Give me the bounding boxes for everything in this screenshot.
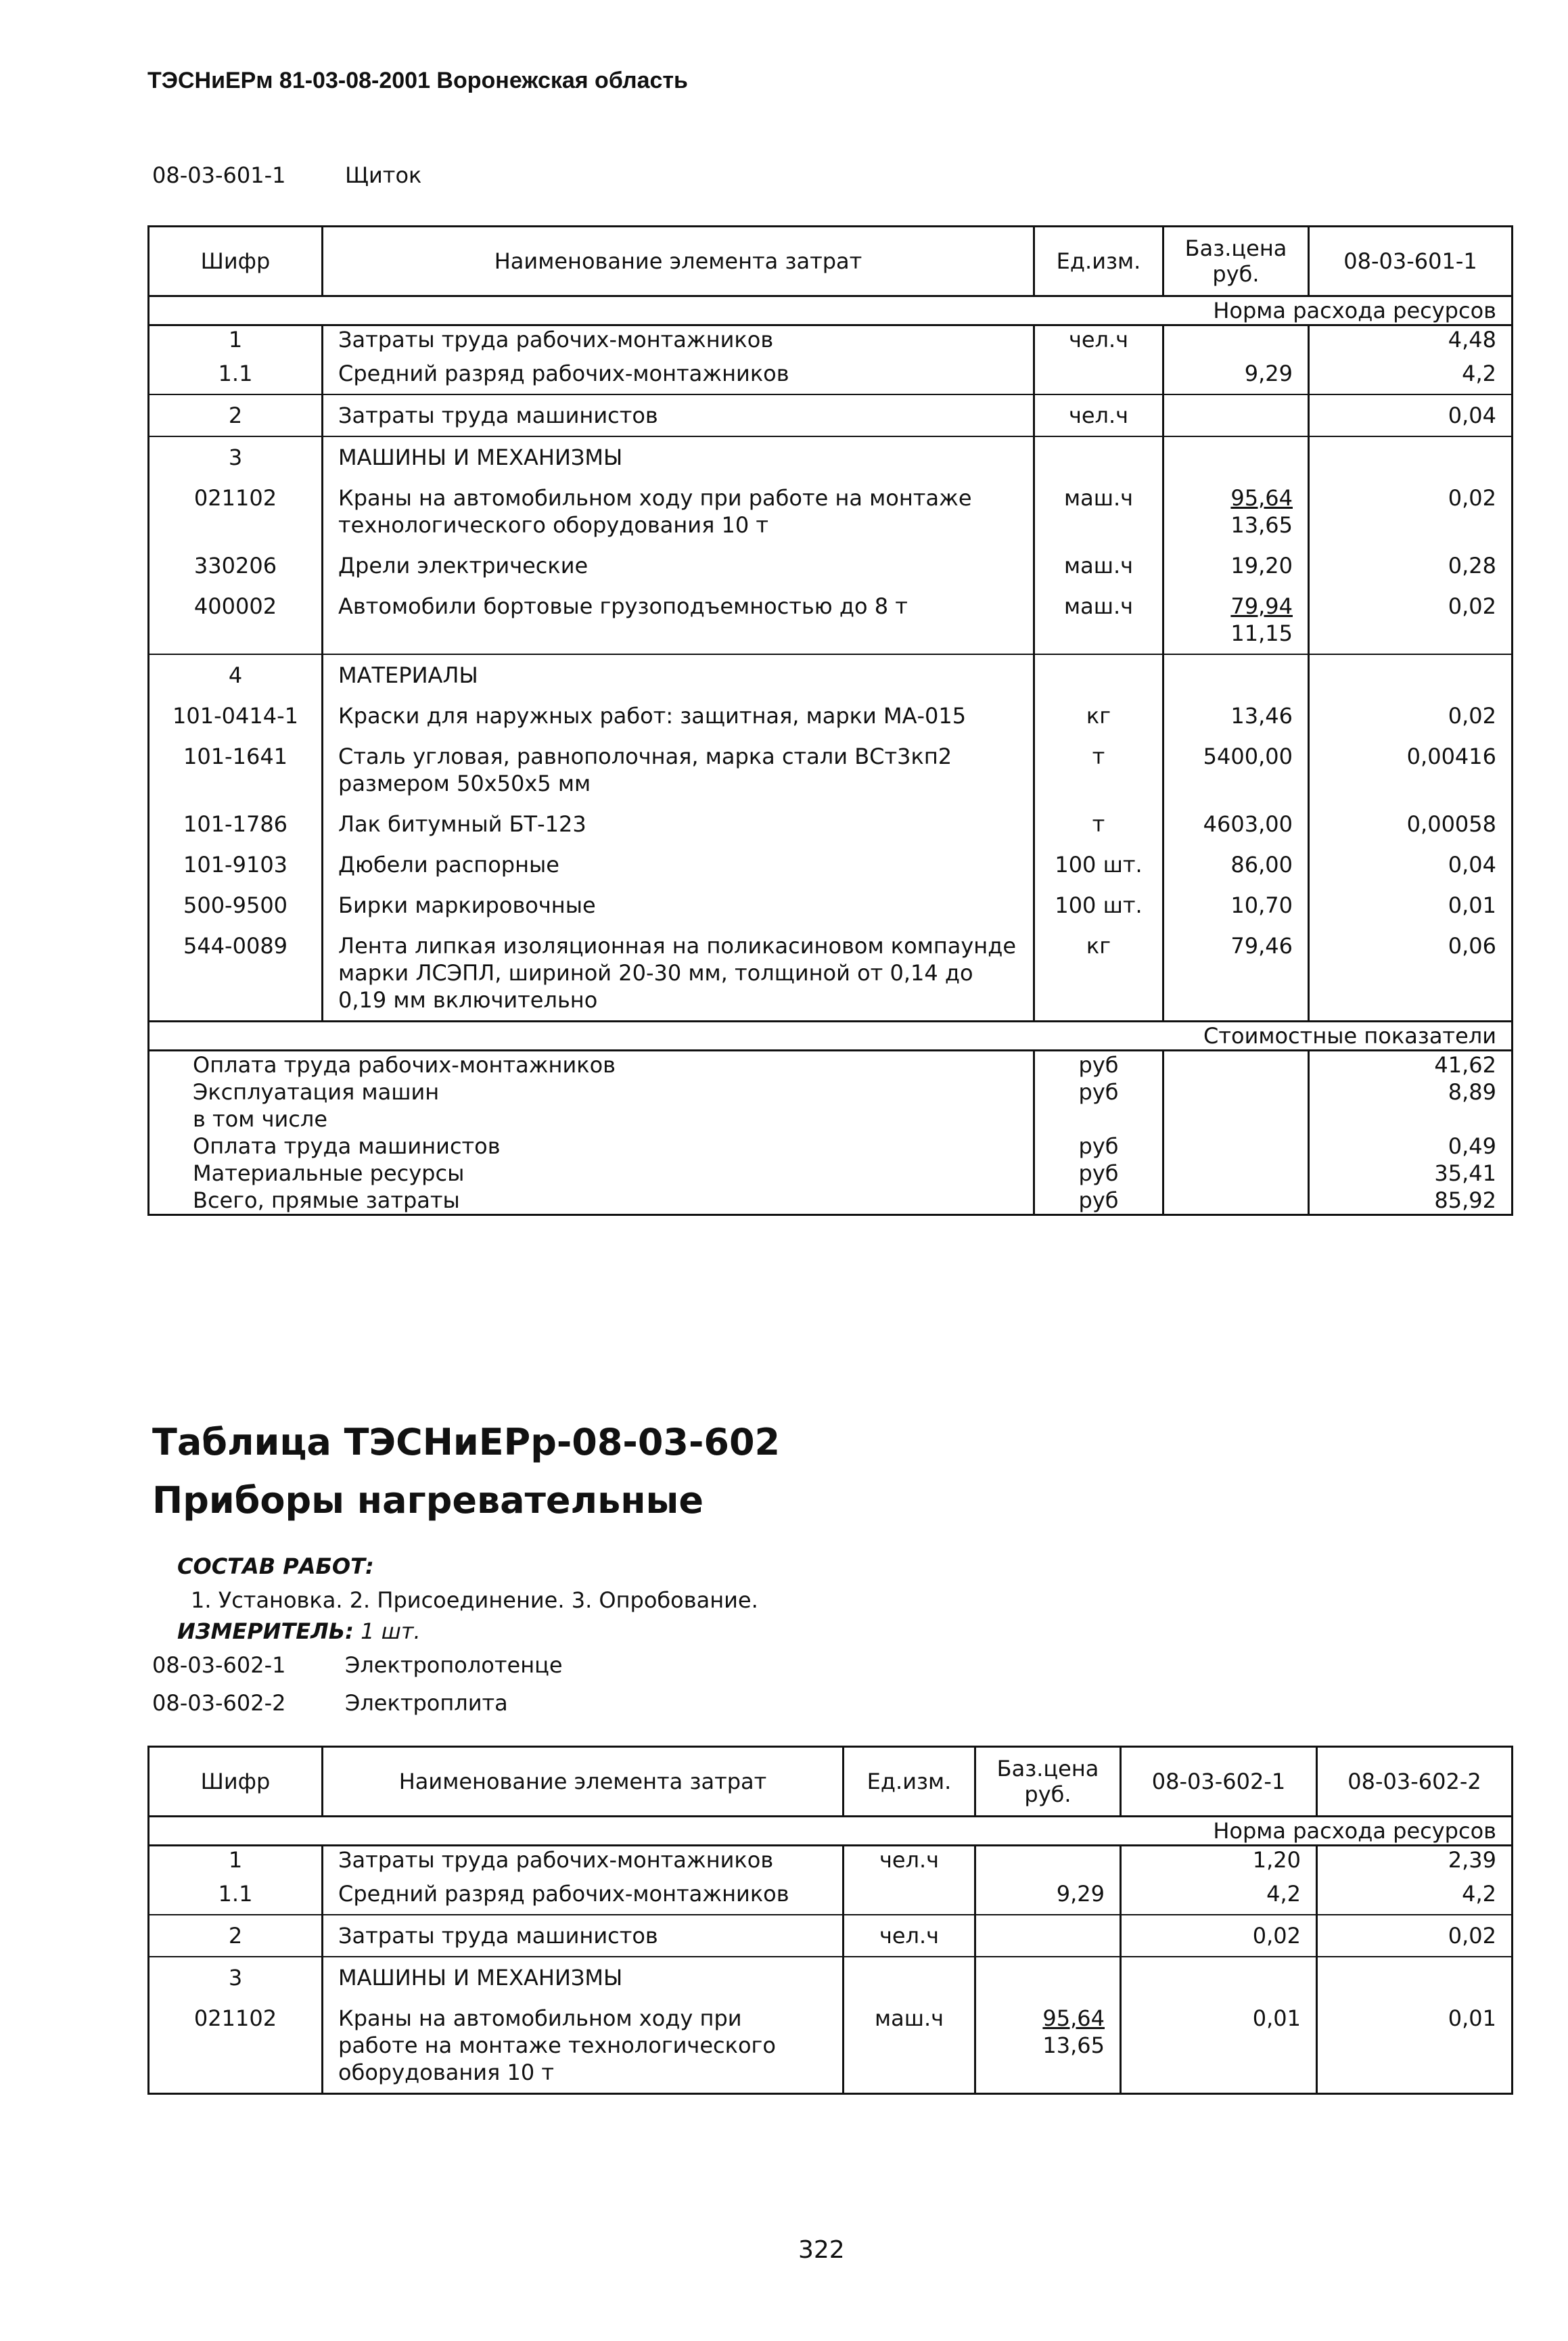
row-price <box>1163 654 1309 696</box>
table-title: Таблица ТЭСНиЕРр-08-03-602 <box>152 1421 781 1463</box>
table-row <box>149 353 1513 394</box>
row-price: 9,29 <box>1163 353 1309 394</box>
row-name: Средний разряд рабочих-монтажников <box>323 353 1034 394</box>
row-price <box>975 1915 1121 1957</box>
row-unit: маш.ч <box>1034 478 1163 545</box>
row-price-main: 79,94 <box>1230 593 1293 619</box>
table-row <box>149 736 1513 804</box>
row-name: МАТЕРИАЛЫ <box>323 654 1034 696</box>
row-value <box>1309 436 1513 478</box>
row-price <box>1163 586 1309 654</box>
row-name: Затраты труда рабочих-монтажников <box>323 325 1034 354</box>
table-row <box>149 1957 1513 1998</box>
row-price <box>1163 394 1309 436</box>
cost-row <box>149 1187 1513 1215</box>
col-header-price-line1: Баз.цена <box>996 1756 1099 1781</box>
row-value: 0,02 <box>1309 696 1513 736</box>
row-value-1: 0,01 <box>1121 1998 1317 2094</box>
row-code: 3 <box>149 436 323 478</box>
norm-label-row <box>149 1817 1513 1846</box>
measure-line <box>177 1618 421 1644</box>
measure-label: ИЗМЕРИТЕЛЬ: <box>177 1618 354 1644</box>
row-price: 79,46 <box>1163 926 1309 1022</box>
row-price <box>1163 436 1309 478</box>
row-value: 4,2 <box>1309 353 1513 394</box>
cost-row-empty <box>1163 1051 1309 1079</box>
cost-row-empty <box>1163 1160 1309 1187</box>
row-value-1: 4,2 <box>1121 1873 1317 1915</box>
row-value-2: 0,01 <box>1317 1998 1513 2094</box>
row-code: 500-9500 <box>149 885 323 926</box>
col-header-price-line1: Баз.цена <box>1184 235 1287 261</box>
cost-label: Стоимостные показатели <box>149 1022 1513 1051</box>
row-unit: чел.ч <box>844 1915 975 1957</box>
row-value-2: 2,39 <box>1317 1846 1513 1874</box>
row-price: 86,00 <box>1163 844 1309 885</box>
row-name: Лента липкая изоляционная на поликасиновом компаунде марки ЛСЭПЛ, шириной 20-30 мм, толщиной от 0,14 до 0,19 мм включительно <box>323 926 1034 1022</box>
row-code: 101-1641 <box>149 736 323 804</box>
cost-label-row <box>149 1022 1513 1051</box>
work-steps: 1. Установка. 2. Присоединение. 3. Опробование. <box>191 1587 758 1613</box>
table-subtitle: Приборы нагревательные <box>152 1479 704 1522</box>
item-line <box>152 1652 563 1678</box>
table-row <box>149 844 1513 885</box>
cost-row-unit: руб <box>1034 1160 1163 1187</box>
row-unit: 100 шт. <box>1034 885 1163 926</box>
row-unit: маш.ч <box>844 1998 975 2094</box>
cost-row-value: 8,89 <box>1309 1078 1513 1106</box>
table-row <box>149 804 1513 844</box>
table-row <box>149 696 1513 736</box>
table-row <box>149 1873 1513 1915</box>
table1-caption-name: Щиток <box>345 162 422 188</box>
row-value-1: 1,20 <box>1121 1846 1317 1874</box>
table-row <box>149 1998 1513 2094</box>
row-price: 13,46 <box>1163 696 1309 736</box>
row-code: 021102 <box>149 478 323 545</box>
row-code: 101-9103 <box>149 844 323 885</box>
row-price: 19,20 <box>1163 545 1309 586</box>
item-code: 08-03-602-2 <box>152 1690 286 1716</box>
col-header-norm1: 08-03-601-1 <box>1309 227 1513 296</box>
row-price-sub: 13,65 <box>1230 512 1293 538</box>
row-value-2: 0,02 <box>1317 1915 1513 1957</box>
col-header-code: Шифр <box>149 1747 323 1817</box>
cost-row <box>149 1051 1513 1079</box>
row-unit: чел.ч <box>844 1846 975 1874</box>
row-unit: чел.ч <box>1034 394 1163 436</box>
row-unit <box>1034 353 1163 394</box>
col-header-price-line2: руб. <box>1024 1781 1071 1807</box>
norm-label: Норма расхода ресурсов <box>149 1817 1513 1846</box>
row-unit: кг <box>1034 926 1163 1022</box>
row-name: Дюбели распорные <box>323 844 1034 885</box>
row-name: Краски для наружных работ: защитная, марки МА-015 <box>323 696 1034 736</box>
row-unit: маш.ч <box>1034 586 1163 654</box>
row-name: Затраты труда машинистов <box>323 394 1034 436</box>
row-unit: т <box>1034 736 1163 804</box>
row-unit: маш.ч <box>1034 545 1163 586</box>
table-row <box>149 478 1513 545</box>
row-name: Затраты труда рабочих-монтажников <box>323 1846 844 1874</box>
col-header-name: Наименование элемента затрат <box>323 1747 844 1817</box>
table-row <box>149 1846 1513 1874</box>
page-number: 322 <box>798 2236 845 2264</box>
cost-row-empty <box>1163 1133 1309 1160</box>
row-price-main: 95,64 <box>1042 2005 1105 2031</box>
row-price-sub: 11,15 <box>1230 620 1293 646</box>
cost-row-label: Материальные ресурсы <box>149 1160 1034 1187</box>
cost-row-label: Оплата труда рабочих-монтажников <box>149 1051 1034 1079</box>
row-price-sub: 13,65 <box>1042 2032 1105 2058</box>
row-name: Бирки маркировочные <box>323 885 1034 926</box>
row-code: 3 <box>149 1957 323 1998</box>
table2 <box>147 1746 1513 2095</box>
cost-row <box>149 1160 1513 1187</box>
row-value-2 <box>1317 1957 1513 1998</box>
row-price <box>975 1846 1121 1874</box>
col-header-price-line2: руб. <box>1212 261 1260 287</box>
row-code: 1.1 <box>149 353 323 394</box>
cost-row-unit: руб <box>1034 1187 1163 1215</box>
col-header-code: Шифр <box>149 227 323 296</box>
row-value-1 <box>1121 1957 1317 1998</box>
cost-row-value: 85,92 <box>1309 1187 1513 1215</box>
row-value: 0,28 <box>1309 545 1513 586</box>
cost-row-label: Оплата труда машинистов <box>149 1133 1034 1160</box>
row-price-main: 95,64 <box>1230 485 1293 511</box>
row-value: 0,02 <box>1309 586 1513 654</box>
row-value: 0,04 <box>1309 844 1513 885</box>
row-price <box>975 1957 1121 1998</box>
row-value: 4,48 <box>1309 325 1513 354</box>
item-name: Электрополотенце <box>345 1652 563 1678</box>
row-name: МАШИНЫ И МЕХАНИЗМЫ <box>323 436 1034 478</box>
col-header-name: Наименование элемента затрат <box>323 227 1034 296</box>
row-code: 101-1786 <box>149 804 323 844</box>
row-name: МАШИНЫ И МЕХАНИЗМЫ <box>323 1957 844 1998</box>
row-unit <box>844 1957 975 1998</box>
cost-row-empty <box>1163 1187 1309 1215</box>
row-unit <box>1034 654 1163 696</box>
item-name: Электроплита <box>345 1690 508 1716</box>
row-name: Автомобили бортовые грузоподъемностью до 8 т <box>323 586 1034 654</box>
table1-header-row <box>149 227 1513 296</box>
norm-label-row <box>149 296 1513 325</box>
cost-row-unit <box>1034 1106 1163 1133</box>
row-price: 9,29 <box>975 1873 1121 1915</box>
row-code: 1 <box>149 1846 323 1874</box>
cost-row-value: 0,49 <box>1309 1133 1513 1160</box>
row-value: 0,00058 <box>1309 804 1513 844</box>
cost-row-value: 41,62 <box>1309 1051 1513 1079</box>
row-value-1: 0,02 <box>1121 1915 1317 1957</box>
row-code: 330206 <box>149 545 323 586</box>
norm-label: Норма расхода ресурсов <box>149 296 1513 325</box>
row-code: 2 <box>149 1915 323 1957</box>
table-row <box>149 545 1513 586</box>
row-name: Краны на автомобильном ходу при работе на монтаже технологического оборудования 10 т <box>323 478 1034 545</box>
cost-row-label: Эксплуатация машин <box>149 1078 1034 1106</box>
table1 <box>147 225 1513 1216</box>
row-name: Дрели электрические <box>323 545 1034 586</box>
row-value: 0,01 <box>1309 885 1513 926</box>
row-value: 0,04 <box>1309 394 1513 436</box>
col-header-norm2: 08-03-602-2 <box>1317 1747 1513 1817</box>
row-name: Лак битумный БТ-123 <box>323 804 1034 844</box>
table-row <box>149 394 1513 436</box>
row-code: 101-0414-1 <box>149 696 323 736</box>
row-code: 2 <box>149 394 323 436</box>
col-header-price <box>1163 227 1309 296</box>
row-price: 4603,00 <box>1163 804 1309 844</box>
row-price: 10,70 <box>1163 885 1309 926</box>
table-row <box>149 885 1513 926</box>
cost-row <box>149 1078 1513 1106</box>
row-name: Средний разряд рабочих-монтажников <box>323 1873 844 1915</box>
table1-caption <box>152 162 421 188</box>
cost-row-empty <box>1163 1106 1309 1133</box>
row-price <box>1163 325 1309 354</box>
col-header-norm1: 08-03-602-1 <box>1121 1747 1317 1817</box>
table2-header-row <box>149 1747 1513 1817</box>
col-header-price <box>975 1747 1121 1817</box>
row-name: Затраты труда машинистов <box>323 1915 844 1957</box>
table-row <box>149 586 1513 654</box>
cost-row-unit: руб <box>1034 1078 1163 1106</box>
cost-row-unit: руб <box>1034 1133 1163 1160</box>
col-header-unit: Ед.изм. <box>1034 227 1163 296</box>
cost-row <box>149 1133 1513 1160</box>
measure-value: 1 шт. <box>361 1618 421 1644</box>
sostav-label: СОСТАВ РАБОТ: <box>177 1553 374 1579</box>
row-unit <box>1034 436 1163 478</box>
row-value: 0,00416 <box>1309 736 1513 804</box>
row-code: 4 <box>149 654 323 696</box>
table-row <box>149 436 1513 478</box>
row-value: 0,06 <box>1309 926 1513 1022</box>
cost-row <box>149 1106 1513 1133</box>
item-code: 08-03-602-1 <box>152 1652 286 1678</box>
row-unit: т <box>1034 804 1163 844</box>
cost-row-empty <box>1163 1078 1309 1106</box>
cost-row-value: 35,41 <box>1309 1160 1513 1187</box>
cost-row-unit: руб <box>1034 1051 1163 1079</box>
cost-row-value <box>1309 1106 1513 1133</box>
row-code: 1 <box>149 325 323 354</box>
item-line <box>152 1690 508 1716</box>
row-unit <box>844 1873 975 1915</box>
row-unit: чел.ч <box>1034 325 1163 354</box>
table1-caption-code: 08-03-601-1 <box>152 162 286 188</box>
row-value <box>1309 654 1513 696</box>
cost-row-label: в том числе <box>149 1106 1034 1133</box>
row-value-2: 4,2 <box>1317 1873 1513 1915</box>
table-row <box>149 926 1513 1022</box>
running-title: ТЭСНиЕРм 81-03-08-2001 Воронежская область <box>147 68 688 93</box>
row-price <box>975 1998 1121 2094</box>
row-price: 5400,00 <box>1163 736 1309 804</box>
row-code: 1.1 <box>149 1873 323 1915</box>
table-row <box>149 325 1513 354</box>
col-header-unit: Ед.изм. <box>844 1747 975 1817</box>
row-code: 400002 <box>149 586 323 654</box>
row-unit: кг <box>1034 696 1163 736</box>
table-row <box>149 1915 1513 1957</box>
row-name: Сталь угловая, равнополочная, марка стали ВСт3кп2 размером 50х50х5 мм <box>323 736 1034 804</box>
row-code: 021102 <box>149 1998 323 2094</box>
row-code: 544-0089 <box>149 926 323 1022</box>
table-row <box>149 654 1513 696</box>
row-price <box>1163 478 1309 545</box>
row-value: 0,02 <box>1309 478 1513 545</box>
row-name: Краны на автомобильном ходу при работе на монтаже технологического оборудования 10 т <box>323 1998 844 2094</box>
cost-row-label: Всего, прямые затраты <box>149 1187 1034 1215</box>
row-unit: 100 шт. <box>1034 844 1163 885</box>
